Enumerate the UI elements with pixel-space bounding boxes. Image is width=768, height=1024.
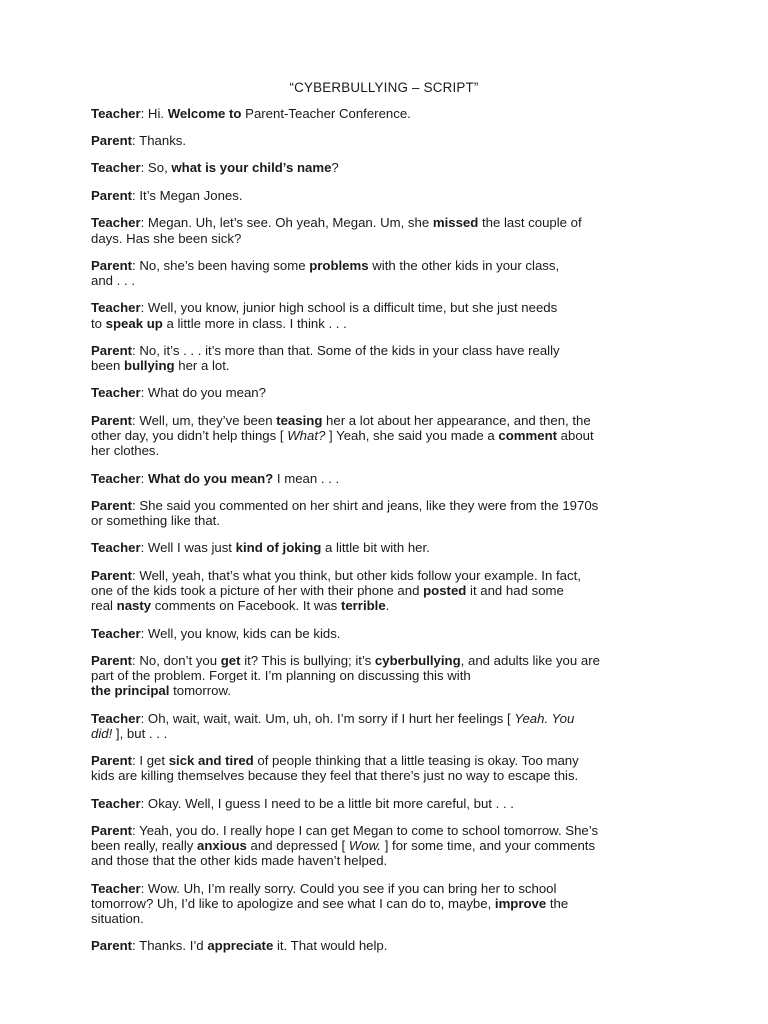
- line-text: days. Has she been sick?: [91, 231, 242, 246]
- bold-text: Teacher: [91, 106, 141, 121]
- script-line-p7a: [91, 300, 683, 315]
- script-line-p22: [91, 938, 683, 953]
- line-text: : What do you mean?: [140, 385, 266, 400]
- line-text: about: [557, 428, 594, 443]
- bold-text: cyberbullying: [374, 653, 461, 668]
- bold-text: the principal: [91, 683, 170, 698]
- script-line-p10a: [91, 413, 683, 428]
- line-text: : It’s Megan Jones.: [132, 188, 243, 203]
- line-text: : She said you commented on her shirt and jeans, like they were from the 1970s: [132, 498, 599, 513]
- line-text: : Thanks. I’d: [132, 938, 208, 953]
- script-line-p20c: [91, 853, 683, 868]
- script-line-p8b: [91, 358, 683, 373]
- line-text: : Wow. Uh, I’m really sorry. Could you see if you can bring her to school: [140, 881, 557, 896]
- line-text: : Thanks.: [132, 133, 187, 148]
- script-line-p20a: [91, 823, 683, 838]
- line-text: been really, really: [91, 838, 198, 853]
- script-line-p18b: [91, 768, 683, 783]
- italic-text: did!: [91, 726, 113, 741]
- line-text: : Well, you know, junior high school is a difficult time, but she just needs: [140, 300, 558, 315]
- line-text: : No, it’s . . . it’s more than that. Some of the kids in your class have really: [132, 343, 560, 358]
- bold-text: Teacher: [91, 881, 141, 896]
- script-line-p20b: [91, 838, 683, 853]
- line-text: Parent-Teacher Conference.: [241, 106, 411, 121]
- bold-text: bullying: [124, 358, 175, 373]
- line-text: I mean . . .: [273, 471, 340, 486]
- line-text: ], but . . .: [112, 726, 168, 741]
- line-text: of people thinking that a little teasing is okay. Too many: [253, 753, 579, 768]
- line-text: it and had some: [466, 583, 564, 598]
- script-line-p16a: [91, 653, 683, 668]
- line-text: a little more in class. I think . . .: [162, 316, 347, 331]
- bold-text: Parent: [91, 653, 133, 668]
- bold-text: comment: [498, 428, 558, 443]
- line-text: : Hi.: [140, 106, 168, 121]
- bold-text: appreciate: [207, 938, 274, 953]
- script-line-p11: [91, 471, 683, 486]
- line-text: : Okay. Well, I guess I need to be a little bit more careful, but . . .: [140, 796, 514, 811]
- bold-text: sick and tired: [168, 753, 254, 768]
- script-line-p6b: [91, 273, 683, 288]
- bold-text: Teacher: [91, 796, 141, 811]
- bold-text: Teacher: [91, 540, 141, 555]
- line-text: part of the problem. Forget it. I’m planning on discussing this with: [91, 668, 471, 683]
- script-line-p1: [91, 106, 683, 121]
- script-line-p5a: [91, 215, 683, 230]
- script-line-p14c: [91, 598, 683, 613]
- script-line-p13: [91, 540, 683, 555]
- line-text: kids are killing themselves because they feel that there’s just no way to escape this.: [91, 768, 579, 783]
- italic-text: What?: [287, 428, 326, 443]
- script-line-p12b: [91, 513, 683, 528]
- line-text: to: [91, 316, 106, 331]
- bold-text: get: [220, 653, 241, 668]
- line-text: : Well, you know, kids can be kids.: [140, 626, 341, 641]
- bold-text: Parent: [91, 938, 133, 953]
- bold-text: speak up: [105, 316, 163, 331]
- script-line-p17b: [91, 726, 683, 741]
- bold-text: Parent: [91, 188, 133, 203]
- line-text: situation.: [91, 911, 144, 926]
- line-text: the last couple of: [478, 215, 582, 230]
- line-text: her a lot about her appearance, and then, the: [322, 413, 591, 428]
- italic-text: Wow.: [348, 838, 382, 853]
- bold-text: Teacher: [91, 626, 141, 641]
- script-line-p4: [91, 188, 683, 203]
- line-text: ?: [331, 160, 339, 175]
- script-line-p14b: [91, 583, 683, 598]
- bold-text: improve: [494, 896, 547, 911]
- line-text: the: [546, 896, 569, 911]
- document-title: “CYBERBULLYING – SCRIPT”: [289, 80, 479, 95]
- line-text: comments on Facebook. It was: [151, 598, 341, 613]
- script-line-p6a: [91, 258, 683, 273]
- line-text: ] Yeah, she said you made a: [325, 428, 499, 443]
- line-text: , and adults like you are: [460, 653, 600, 668]
- line-text: : Well I was just: [140, 540, 236, 555]
- bold-text: Teacher: [91, 711, 141, 726]
- script-line-p10c: [91, 443, 683, 458]
- script-line-p7b: [91, 316, 683, 331]
- bold-text: posted: [423, 583, 467, 598]
- line-text: or something like that.: [91, 513, 221, 528]
- line-text: and . . .: [91, 273, 135, 288]
- bold-text: Parent: [91, 568, 133, 583]
- line-text: it? This is bullying; it’s: [240, 653, 375, 668]
- line-text: and those that the other kids made haven’t helped.: [91, 853, 388, 868]
- line-text: :: [140, 471, 148, 486]
- bold-text: What do you mean?: [147, 471, 274, 486]
- line-text: her a lot.: [174, 358, 230, 373]
- line-text: ] for some time, and your comments: [381, 838, 596, 853]
- line-text: other day, you didn’t help things [: [91, 428, 288, 443]
- bold-text: Teacher: [91, 300, 141, 315]
- line-text: tomorrow? Uh, I’d like to apologize and see what I can do to, maybe,: [91, 896, 495, 911]
- line-text: : Oh, wait, wait, wait. Um, uh, oh. I’m sorry if I hurt her feelings [: [140, 711, 515, 726]
- line-text: : Well, yeah, that’s what you think, but other kids follow your example. In fact,: [132, 568, 581, 583]
- script-line-p16c: [91, 683, 683, 698]
- line-text: : No, she’s been having some: [132, 258, 310, 273]
- bold-text: Parent: [91, 753, 133, 768]
- line-text: and depressed [: [246, 838, 349, 853]
- bold-text: kind of joking: [235, 540, 322, 555]
- bold-text: Parent: [91, 343, 133, 358]
- line-text: with the other kids in your class,: [368, 258, 560, 273]
- bold-text: problems: [309, 258, 369, 273]
- line-text: : Megan. Uh, let’s see. Oh yeah, Megan. Um, she: [140, 215, 433, 230]
- line-text: been: [91, 358, 125, 373]
- script-line-p18a: [91, 753, 683, 768]
- line-text: : Yeah, you do. I really hope I can get Megan to come to school tomorrow. She’s: [132, 823, 599, 838]
- script-line-p15: [91, 626, 683, 641]
- line-text: .: [385, 598, 390, 613]
- script-line-p9: [91, 385, 683, 400]
- line-text: it. That would help.: [273, 938, 388, 953]
- bold-text: missed: [432, 215, 479, 230]
- bold-text: Parent: [91, 413, 133, 428]
- script-line-p21a: [91, 881, 683, 896]
- bold-text: teasing: [276, 413, 323, 428]
- script-line-p3: [91, 160, 683, 175]
- bold-text: Parent: [91, 133, 133, 148]
- bold-text: terrible: [340, 598, 386, 613]
- script-line-p12a: [91, 498, 683, 513]
- italic-text: Yeah. You: [514, 711, 575, 726]
- script-line-p17a: [91, 711, 683, 726]
- line-text: : Well, um, they’ve been: [132, 413, 277, 428]
- script-line-p19: [91, 796, 683, 811]
- script-line-p10b: [91, 428, 683, 443]
- bold-text: Teacher: [91, 160, 141, 175]
- line-text: tomorrow.: [169, 683, 231, 698]
- script-line-p14a: [91, 568, 683, 583]
- bold-text: Teacher: [91, 215, 141, 230]
- script-line-p5b: [91, 231, 683, 246]
- bold-text: Parent: [91, 258, 133, 273]
- bold-text: Teacher: [91, 471, 141, 486]
- script-line-p8a: [91, 343, 683, 358]
- script-line-p2: [91, 133, 683, 148]
- bold-text: Parent: [91, 823, 133, 838]
- line-text: a little bit with her.: [321, 540, 430, 555]
- script-line-p21c: [91, 911, 683, 926]
- bold-text: anxious: [197, 838, 247, 853]
- line-text: her clothes.: [91, 443, 160, 458]
- bold-text: nasty: [116, 598, 152, 613]
- line-text: : No, don’t you: [132, 653, 221, 668]
- line-text: real: [91, 598, 117, 613]
- line-text: : I get: [132, 753, 169, 768]
- bold-text: what is your child’s name: [171, 160, 332, 175]
- bold-text: Teacher: [91, 385, 141, 400]
- bold-text: Welcome to: [167, 106, 242, 121]
- line-text: : So,: [140, 160, 172, 175]
- script-line-p16b: [91, 668, 683, 683]
- line-text: one of the kids took a picture of her with their phone and: [91, 583, 424, 598]
- bold-text: Parent: [91, 498, 133, 513]
- script-line-p21b: [91, 896, 683, 911]
